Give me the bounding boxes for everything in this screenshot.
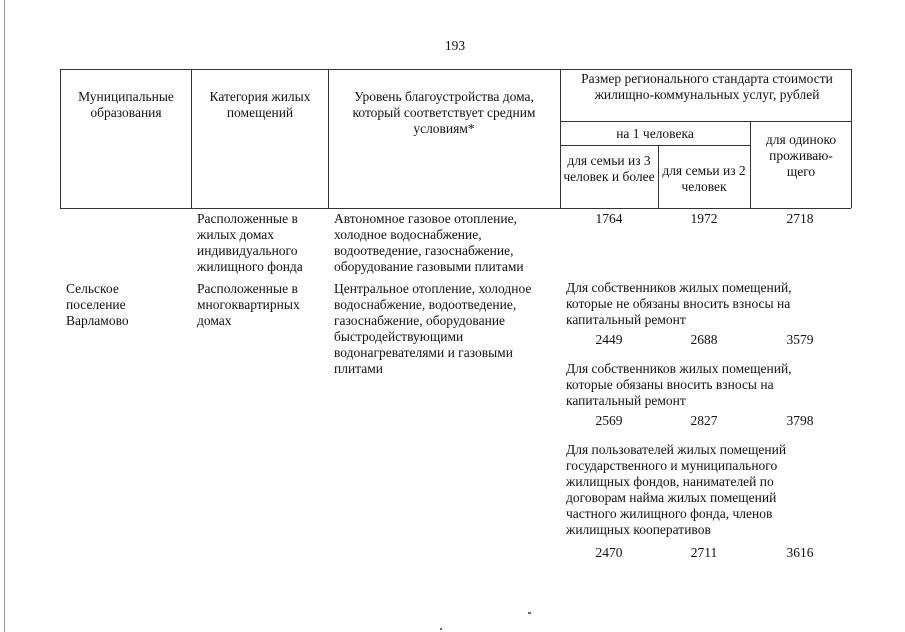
- header-single: для одиноко проживаю-щего: [765, 132, 837, 179]
- row1-category: Расположенные в жилых домах индивидуального жилищного фонда: [197, 211, 303, 274]
- scan-speck: [528, 612, 531, 614]
- row1-value-single: 2718: [786, 211, 814, 226]
- group3-value-single: 3616: [786, 545, 814, 560]
- row1-level: Автономное газовое отопление, холодное водоснабжение, водоотведение, газоснабжение, оборудование газовыми плитами: [334, 211, 524, 274]
- header-level: Уровень благоустройства дома, который соответствует средним условиям*: [352, 89, 536, 136]
- header-category: Категория жилых помещений: [209, 89, 311, 120]
- group1-label: Для собственников жилых помещений, которые не обязаны вносить взносы на капитальный ремонт: [566, 280, 792, 327]
- row2-level: Центральное отопление, холодное водоснабжение, водоотведение, газоснабжение, оборудование быстродействующими водонагревателями и газовыми плитами: [334, 281, 532, 376]
- header-family3: для семьи из 3 человек и более: [563, 153, 655, 184]
- group2-value-family3: 2569: [595, 413, 623, 428]
- municipality-name: Сельское поселение Варламово: [66, 281, 129, 328]
- group3-label: Для пользователей жилых помещений государственного и муниципального жилищных фондов, нанимателей по договорам найма жилых помещений частного жилищного фонда, членов жилищных кооперативов: [566, 442, 787, 537]
- page-number: 193: [444, 38, 466, 53]
- scan-speck: [440, 628, 442, 630]
- header-size-title: Размер регионального стандарта стоимости жилищно-коммунальных услуг, рублей: [581, 71, 833, 102]
- group2-label: Для собственников жилых помещений, которые обязаны вносить взносы на капитальный ремонт: [566, 361, 792, 408]
- group1-value-family3: 2449: [595, 332, 623, 347]
- page-edge-line: [4, 0, 5, 632]
- header-per-person: на 1 человека: [616, 126, 694, 141]
- group1-value-single: 3579: [786, 332, 814, 347]
- row1-value-family3: 1764: [595, 211, 623, 226]
- group1-value-family2: 2688: [690, 332, 718, 347]
- row1-value-family2: 1972: [690, 211, 718, 226]
- group3-value-family2: 2711: [690, 545, 718, 560]
- row2-category: Расположенные в многоквартирных домах: [197, 281, 300, 328]
- group2-value-family2: 2827: [690, 413, 718, 428]
- group3-value-family3: 2470: [595, 545, 623, 560]
- header-municipal: Муниципальные образования: [78, 89, 174, 120]
- group2-value-single: 3798: [786, 413, 814, 428]
- header-family2: для семьи из 2 человек: [662, 163, 746, 194]
